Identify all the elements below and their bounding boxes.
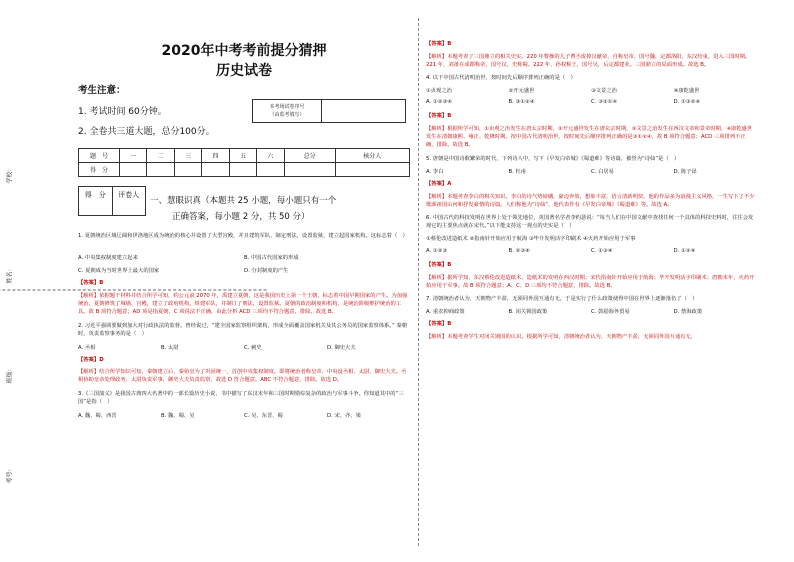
answer-explanation: 【解析】本题考查了三国鼎立的相关史实。220 年曹操的儿子曹丕废掉汉献帝，自称皇帝，国号魏，定都洛阳，东汉结束，进入三国时期。221 年，刘备在成都称帝，国号汉，史称蜀。222 年，孙权称王，国号吴，后定都建业。三国鼎立的局面形成。故选 B。 [426, 53, 751, 68]
answer-option: ③文景之治 [591, 88, 617, 95]
answer-option: D. 御史大夫 [327, 344, 356, 351]
grader-box-grader: 评卷人 [118, 191, 140, 199]
answer-options [78, 253, 410, 261]
answer-option: A. 丞相 [78, 344, 96, 351]
question-text: 1. 夏朝统治区域辽阔和伊洛地区成为统治的核心并设置了大型宫殿，并且建筑军队、制定刑法，设置监狱，建立起国家机构。这标志着（ ） [78, 233, 408, 239]
answer-option: D. 分封制度的产生 [244, 268, 289, 275]
margin-label-name: 姓名： [6, 265, 14, 284]
answer-option: D. 陈子昂 [673, 169, 697, 176]
answer-key: 【答案】B [426, 113, 452, 120]
answer-option: C. 夏朝成为当时世界上最大的国家 [78, 268, 160, 275]
answer-option: A. 魏、蜀、西晋 [78, 412, 117, 419]
seat-number-label: 本考场试卷序号 （由监考填写） [253, 100, 322, 122]
answer-option: C. 刺史 [244, 344, 262, 351]
answer-option: A. ①②③④ [426, 99, 452, 106]
answer-option: B. 魏、蜀、吴 [161, 412, 195, 419]
question-text: ①蔡伦改进造纸术 ②指南针开始应用于航海 ③毕升发明活字印刷术 ④火药开始应用于军事 [426, 236, 636, 243]
question-text: 5. 唐朝是中国诗歌繁荣的时代，下列诗人中，写下《早发白帝城》《蜀道难》等诗篇，被誉为“诗仙”是（ ） [426, 155, 680, 162]
answer-option: D. ①③②④ [673, 99, 700, 106]
answer-options [78, 411, 410, 419]
answer-explanation: 【解析】根据所学可知，①贞观之治发生在唐太宗时期，②开元盛世发生在唐玄宗时期，③文景之治发生在西汉文帝和景帝时期，④康乾盛世发生在清朝康熙、雍正、乾隆时期。按中国古代清明治世，按时间先后顺序排列正确的是③①②④，故 B 项符合题意；ACD 三项排列不正确，排除。故选 B。 [426, 126, 753, 148]
answer-key: 【答案】B [426, 321, 452, 328]
answer-option: B. 杜甫 [508, 169, 527, 176]
answer-option: A. 中央集权制度建立起来 [78, 255, 138, 262]
margin-label-id: 考号： [6, 465, 14, 484]
column-divider [418, 18, 419, 546]
margin-label-school: 学校： [6, 165, 14, 184]
answer-option: C. ③②①④ [591, 99, 618, 106]
notice-heading: 考生注意： [78, 85, 126, 96]
answer-option: ①贞观之治 [426, 88, 452, 95]
answer-option: A. 李白 [426, 169, 444, 176]
answer-key: 【答案】B [78, 280, 104, 287]
answer-key: 【答案】A [426, 181, 452, 188]
seat-number-field[interactable] [322, 100, 405, 122]
answer-options [426, 307, 756, 315]
answer-option: ④康乾盛世 [673, 88, 700, 95]
answer-option: C. 白居易 [591, 169, 614, 176]
answer-option: ②开元盛世 [508, 88, 535, 95]
right-column [426, 0, 756, 562]
seat-number-box [252, 99, 406, 123]
answer-options [78, 343, 410, 351]
score-table-score-row: 得 分 [79, 163, 410, 177]
answer-option: B. ③①②④ [508, 99, 535, 106]
question-text: 4. 以下中国古代清明治世，按时间先后顺序排列正确的是（ ） [426, 74, 576, 81]
exam-title: 2020年中考考前提分猜押 [161, 43, 327, 59]
answer-options [426, 86, 756, 94]
answer-option: D. 禁海政策 [673, 309, 703, 316]
exam-subtitle: 历史试卷 [216, 63, 272, 79]
answer-option: B. 中国古代国家的形成 [244, 255, 299, 262]
answer-options [426, 167, 756, 175]
answer-options [426, 248, 756, 254]
notice-item-time: 1. 考试时间 60分钟。 [78, 107, 167, 117]
left-column [78, 0, 410, 562]
answer-options [78, 266, 410, 274]
answer-explanation: 【解析】本题考查李白的相关知识。李白的诗气势磅礴，豪迈奔放，想象丰富，语言清新明快，他的作品多为浪漫主义风格，一生写下了不少歌颂祖国山河和抒发豪情的诗篇。人们称他为“诗仙”，他代表作有《早发白帝城》《蜀道难》等。故选 A。 [426, 194, 755, 208]
answer-explanation: 【解析】据所学知，东汉蔡伦改进造纸术，造纸术的发明在西汉时期；宋代指南针开始应用于航海；毕升发明活字印刷术；唐朝末年，火药开始应用于军事。故 B 项符合题意；A、C、D 三项均不符合题意，排除。故选 B。 [426, 274, 755, 289]
answer-key: 【答案】B [426, 41, 452, 47]
question-text: 6. 中国古代的科技发明在世界上处于领先地位，英国著名学者李约瑟说：“每当人们在中国文献中查找任何一个具体的科技史料时，往往会发现它的主要焦点就在宋代。”以下能支持这一观点的史实是（ ） [426, 215, 754, 230]
answer-option: C. 吴、东晋、蜀 [244, 412, 283, 419]
section-heading-cont: 正确答案，每小题 2 分，共 50 分） [172, 212, 310, 222]
answer-key: 【答案】D [78, 356, 104, 363]
answer-explanation: 【解析】本题考查学生对闭关锁国的认识。根据所学可知，清朝统治者认为，天朝物产丰盈，无须同外国互通有无， [426, 334, 697, 340]
answer-option: D. ①②④ [673, 248, 696, 254]
question-text: 2. 习近平强调要做到加大对行政执法的监督。曾经说过，“建全国家监察组织架构，形成全面覆盖国家机关及其公务员的国家监察体系。” 秦朝时，负责监察事务的是（ ） [78, 322, 408, 337]
answer-option: A. ①②③ [426, 248, 448, 254]
score-table-header-row: 题 号 一 二 三 四 五 六 总分 核分人 [79, 149, 410, 163]
answer-explanation: 【解析】依据题干材料并结合所学可知，约公元前 2070 年，禹建立夏朝，这是我国历史上第一个王朝，标志着中国早期国家的产生。为加强统治，夏朝修筑了城墙、宫殿，建立了政府机构，组建军队，并制订了刑法，设置监狱。夏朝的政治制度和机构，是统治阶级维护统治的工具。故 B 项符合题意；AD 项是指夏朝，C 项说法不正确，由此分析 ACD 三项均不符合题意，排除。故选 B。 [78, 292, 408, 315]
answer-option: B. ②③④ [508, 248, 530, 254]
answer-option: B. 闭关锁国政策 [508, 309, 548, 316]
answer-key: 【答案】B [426, 262, 452, 268]
question-text: 3.《三国演义》是我国古典四大名著中的一部长篇历史小说，书中描写了东汉末年和三国时期错综复杂的政治与军事斗争。你知道其中的“三国”是指（ ） [78, 390, 404, 405]
grader-box-score: 得 分 [79, 187, 113, 215]
answer-option: B. 太尉 [161, 344, 179, 351]
notice-item-score: 2. 全卷共三道大题，总分100分。 [78, 127, 215, 137]
score-table [78, 148, 410, 177]
question-text: 7. 清朝统治者认为，天朝物产丰盈，无须同外国互通有无，于是实行了什么政策使得中国在世界上逐渐落伍了（ ） [426, 295, 698, 302]
answer-explanation: 【解析】结合所学知识可知，秦朝建立后，秦始皇为了巩固统一，首创中央集权制度。即将统治者称皇帝，中央设丞相、太尉、御史大夫。丞相协助皇帝处理政务，太尉负责军事，御史大夫负责监察，故选 D 符合题意。ABC 不符合题意，排除。故选 D。 [78, 369, 407, 384]
answer-option: C. ①③④ [591, 248, 613, 254]
binding-margin [8, 60, 60, 520]
answer-options [426, 99, 756, 105]
answer-option: A. 重农抑商政策 [426, 309, 465, 316]
grader-box [78, 186, 146, 216]
answer-option: C. 鼓励海外贸易 [591, 309, 630, 316]
answer-option: D. 宋、齐、梁 [327, 412, 361, 419]
margin-label-class: 班级： [6, 365, 14, 384]
section-heading: 一、慧眼识真（本题共 25 小题，每小题只有一个 [150, 196, 337, 206]
